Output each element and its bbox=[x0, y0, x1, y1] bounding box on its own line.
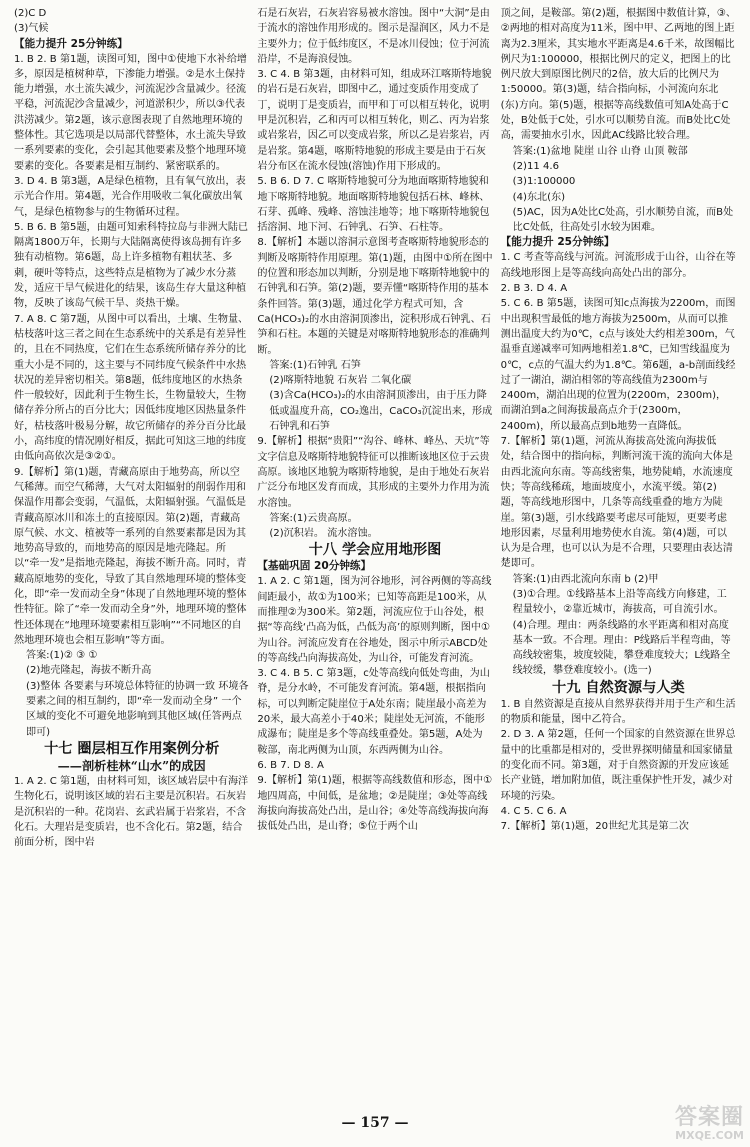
answer-paragraph: 8.【解析】本题以溶洞示意图考查喀斯特地貌形态的判断及喀斯特作用原理。第(1)题，由图中①所在图中的位置和形态加以判断，分别是地下喀斯特地貌中的石钟乳和石笋。第(2)题，要弄懂“喀斯特作用的基本条件回答。第(3)题，通过化学方程式可知，含Ca(HCO₃)₂的水由溶洞顶渗出，淀积形成石钟乳、石笋和石柱。本题的关键是对喀斯特地貌形态的准确判断。 bbox=[257, 237, 493, 356]
answer-line: (3)①合理。①线路基本上沿等高线方向修建，工程量较小，②靠近城市，海拔高，可自流引水。 bbox=[512, 588, 727, 616]
answer-paragraph: 5. C 6. B 第5题，读图可知c点海拔为2200m，而图中出现积雪最低的地方海拔为2500m，从而可以推测出温度大约为0℃，c点与该处大约相差300m，气温垂直递减率可知两地相差1.8℃，已知雪线温度为0℃，c点的气温大约为1.8℃。第6题，a-b剖面线经过了一湖泊，湖泊相邻的等高线值为2300m与2400m，湖泊出现的位置为(2200m，2300m)，而湖泊到a之间海拔最高点介于(2300m，2400m)，所以最高点到b地势一直降低。 bbox=[500, 298, 736, 432]
section-title: 十七 圈层相互作用案例分析 bbox=[44, 740, 220, 757]
answer-line: (2)11 4.6 bbox=[512, 160, 560, 172]
middle-column bbox=[257, 6, 492, 1116]
answer-paragraph: 7.【解析】第(1)题，河流从海拔高处流向海拔低处，结合图中的指向标，判断河流干流的流向大体是由西北流向东南。等高线密集，地势陡峭，水流速度快；等高线稀疏，地面坡度小，水流平缓。第(2)题，等高线地形图中，几条等高线重叠的地方为陡崖。第(3)题，引水线路要考虑尽可能短，更要考虑地形因素，尽量利用地势使水自流。第(4)题，可以认为是合理，也可以认为是不合理，只要理由表达清楚即可。 bbox=[500, 436, 733, 570]
answer-paragraph: 1. C 考查等高线与河流。河流形成于山谷，山谷在等高线地形图上是等高线向高处凸出的部分。 bbox=[500, 252, 736, 279]
answer-paragraph: 5. B 6. B 第5题，由题可知索科特拉岛与非洲大陆已隔离1800万年，长期与大陆隔离使得该岛拥有许多独有动植物。第6题，岛上许多植物有粗状茎、多刺，硬叶等特点，这些特点是植物为了减少水分蒸发，适应干旱气候进化的结果，该岛生存大量这种植物，反映了该岛气候干旱、炎热干燥。 bbox=[14, 221, 249, 310]
answer-line: (4)东北(东) bbox=[512, 191, 566, 203]
answer-paragraph: 顶之间，是鞍部。第(2)题，根据图中数值计算，③、②两地的相对高度为11米，图中甲、乙两地的图上距离为2.3厘米，其实地水平距离是4.6千米，故图幅比例尺为1:100000，根据比例尺的定义，把图上的比例尺放大到原图比例尺的2倍，放大后的比例尺为1:50000。第(3)题，结合指向标，小河流向东北(东)方向。第(5)题，根据等高线数值可知A处高于C处，B处低于C处，引水可以顺势自流。而B处比C处高，需要抽水引水，因此AC线路比较合理。 bbox=[500, 8, 736, 142]
answer-line: (3)含Ca(HCO₃)₂的水由溶洞顶渗出，由于压力降低或温度升高，CO₂逸出，CaCO₃沉淀出来，形成石钟乳和石笋 bbox=[269, 390, 493, 433]
answer-line: (5)AC，因为A处比C处高，引水顺势自流，而B处比C处低，往高处引水较为困难。 bbox=[512, 206, 734, 234]
exercise-heading: 【能力提升 25分钟练】 bbox=[14, 37, 128, 50]
answer-paragraph: (3)气候 bbox=[14, 23, 49, 35]
answer-line: 答案:(1)由西北流向东南 b (2)甲 bbox=[512, 573, 659, 585]
answer-paragraph: 9.【解析】根据“贵阳”“沟谷、峰林、峰丛、天坑”等文字信息及喀斯特地貌特征可以推断该地区位于云贵高原。该地区地貌为喀斯特地貌，是由于地处石灰岩广泛分布地区发育而成，其形成的主要外力作用为流水溶蚀。 bbox=[257, 436, 490, 509]
answer-line: 答案:(1)石钟乳 石笋 bbox=[269, 359, 361, 371]
answer-line: 答案:(1)盆地 陡崖 山谷 山脊 山顶 鞍部 bbox=[512, 145, 688, 157]
answer-paragraph: 3. C 4. B 第3题，由材料可知，组成环江喀斯特地貌的岩石是石灰岩，即图中乙，通过变质作用变成了丁，说明丁是变质岩，而甲和丁可以相互转化，说明甲是沉积岩，乙和丙可以相互转化，则乙、丙为岩浆或岩浆岩，因乙可以变成岩浆，所以乙是岩浆岩，丙是岩浆。第4题，喀斯特地貌的形成主要是由于石灰岩分布区在流水侵蚀(溶蚀)作用下形成的。 bbox=[257, 69, 492, 172]
section-title: 十八 学会应用地形图 bbox=[308, 542, 442, 559]
section-title: 十九 自然资源与人类 bbox=[552, 679, 685, 696]
answer-paragraph: 2. B 3. D 4. A bbox=[500, 283, 568, 295]
answer-paragraph: 6. B 7. D 8. A bbox=[257, 759, 324, 771]
watermark-text: 答案圈 bbox=[674, 1105, 744, 1130]
answer-line: (4)合理。理由：两条线路的水平距离和相对高度基本一致。不合理。理由：P线路后半程弯曲，等高线较密集，坡度较陡，攀登难度较大；L线路全线较缓，攀登难度较小。(选一) bbox=[512, 619, 731, 677]
answer-line: (2)喀斯特地貌 石灰岩 二氧化碳 bbox=[269, 375, 412, 387]
exercise-heading: 【能力提升 25分钟练】 bbox=[500, 236, 615, 249]
answer-paragraph: 1. A 2. C 第1题，由材料可知，该区域岩层中有海洋生物化石，说明该区域的岩石主要是沉积岩。石灰岩是沉积岩的一种。花岗岩、玄武岩属于岩浆岩，不含化石。大理岩是变质岩，也不含化石。第2题，结合前面分析，图中岩 bbox=[14, 775, 249, 849]
answer-paragraph: 1. B 自然资源是直接从自然界获得并用于生产和生活的物质和能量，图中乙符合。 bbox=[500, 698, 736, 726]
answer-paragraph: 1. A 2. C 第1题，图为河谷地形，河谷两侧的等高线间距最小，故①为100米；已知等高距是100米，从而推理②为300米。第2题，河流应位于山谷处，根据“等高线‘凸高为低，凸低为高’的原则判断，图中①为山谷。河流应发育在谷地处，图示中所示ABCD处的等高线凸向海拔高处，为山谷，可能发育河流。 bbox=[257, 576, 492, 664]
answer-paragraph: 9.【解析】第(1)题，根据等高线数值和形态，图中①地四周高，中间低，是盆地；②是陡崖；③处等高线海拔向海拔高处凸出，是山谷；④处等高线海拔向海拔低处凸出，是山脊；⑤位于两个山 bbox=[257, 775, 493, 833]
answer-line: (3)1:100000 bbox=[512, 176, 576, 188]
answer-line: (2)沉积岩。 流水溶蚀。 bbox=[269, 528, 378, 540]
answer-paragraph: 3. D 4. B 第3题，A是绿色植物，且有氧气放出，表示光合作用。第4题，光合作用吸收二氧化碳放出氧气，是绿色植物参与的生物循环过程。 bbox=[14, 175, 246, 218]
page-number: — 157 — bbox=[341, 1115, 409, 1131]
right-column bbox=[501, 6, 736, 1116]
answer-paragraph: 7. A 8. C 第7题，从图中可以看出，土壤、生物量、枯枝落叶这三者之间在生态系统中的关系是有差异性的，且在不同热度，它们在生态系统所储存养分的比重大小是不同的，这主要与不同纬度气候条件中水热状况的差异密切相关。第8题，低纬度地区的水热条件一般较好，因此利于生物生长，生物量较大，生物储存养分所占的百分比大；因低纬度地区因热量条件好，枯枝落叶极易分解，故它所储存的养分百分比最小，高纬度的情况刚好相反，据此可知这三地的纬度由低向高依次是③②①。 bbox=[14, 313, 249, 463]
answer-paragraph: 4. C 5. C 6. A bbox=[500, 805, 567, 817]
answer-line: 答案:(1)云贵高原。 bbox=[269, 512, 358, 524]
answer-line: 答案:(1)② ③ ① bbox=[26, 650, 98, 662]
watermark-logo bbox=[624, 1107, 744, 1145]
section-subtitle: ——剖析桂林“山水”的成因 bbox=[57, 758, 206, 773]
answer-paragraph: 9.【解析】第(1)题，青藏高原由于地势高，所以空气稀薄。而空气稀薄，大气对太阳辐射的削弱作用和保温作用都会变弱，气温低，太阳辐射强。气温低是青藏高原冰川和冻土的直接原因。第(2)题，青藏高原气候、水文、植被等一系列的自然要素都是因为其地势高导致的，而地势高的原因是地壳隆起。所以“牵一发”是指地壳隆起，海拔不断升高。同时，青藏高原地势的变化，导致了其自然地理环境的整体变化，即“牵一发而动全身”体现了自然地理环境的整体性特征。除了“牵一发而动全身”外，地理环境的整体性还体现在“地理环境要素相互影响”“不同地区的自然地理环境也会相互影响”等方面。 bbox=[14, 466, 247, 646]
exercise-heading: 【基础巩固 20分钟练】 bbox=[257, 560, 372, 573]
watermark-url: MXQE.COM bbox=[675, 1129, 744, 1142]
page-content bbox=[14, 6, 736, 1116]
answer-paragraph: 7.【解析】第(1)题，20世纪尤其是第二次 bbox=[500, 821, 689, 833]
answer-line: (3)整体 各要素与环境总体特征的协调一致 环境各要素之间的相互制约，即“牵一发而动全身” 一个区域的变化不可避免地影响到其他区域(任答两点即可) bbox=[26, 680, 249, 738]
answer-paragraph: 石是石灰岩，石灰岩容易被水溶蚀。图中“大洞”是由于流水的溶蚀作用形成的。图示是湿润区，风力不是主要外力；位于低纬度区，不是冰川侵蚀；位于河流沿岸，不是海浪侵蚀。 bbox=[257, 8, 490, 65]
answer-paragraph: 1. B 2. B 第1题，读图可知，图中①使地下水补给增多，原因是植树种草，下渗能力增强。②是水土保持能力增强，水土流失减少，河流泥沙含量减少。径流平稳，河流泥沙含量减少，河道淤积少，所以③代表洪涝减少。第2题，该示意图表现了自然地理环境的整体性。其它选项是以局部代替整体，水土流失导致一系列要素的变化，会引起其他要素及整个地理环境要素的变化。各要素是相互制约、紧密联系的。 bbox=[14, 53, 248, 172]
answer-line: (2)地壳隆起，海拔不断升高 bbox=[26, 665, 152, 677]
answer-paragraph: 3. C 4. B 5. C 第3题，c处等高线向低处弯曲，为山脊，是分水岭，不可能发育河流。第4题，根据指向标，可以判断定陡崖位于A处东南；陡崖最小高差为20米，最大高差小于40米；陡崖处无河流，不能形成瀑布；陡崖是多个等高线重叠处。第5题，A处为鞍部，南北两侧为山顶，东西两侧为山谷。 bbox=[257, 668, 490, 756]
answer-paragraph: (2)C D bbox=[14, 8, 47, 19]
answer-paragraph: 2. D 3. A 第2题，任何一个国家的自然资源在世界总量中的比重都是相对的，受世界探明储量和国家储量的变化而不同。第3题，对于自然资源的开发应该延长产业链，增加附加值，既注重保护性开发，减少对环境的污染。 bbox=[500, 729, 736, 802]
left-column bbox=[14, 6, 249, 1116]
answer-paragraph: 5. B 6. D 7. C 喀斯特地貌可分为地面喀斯特地貌和地下喀斯特地貌。地面喀斯特地貌包括石林、峰林、石芽、孤峰、残峰、溶蚀洼地等；地下喀斯特地貌包括溶洞、地下河、石钟乳、石笋、石柱等。 bbox=[257, 176, 490, 234]
